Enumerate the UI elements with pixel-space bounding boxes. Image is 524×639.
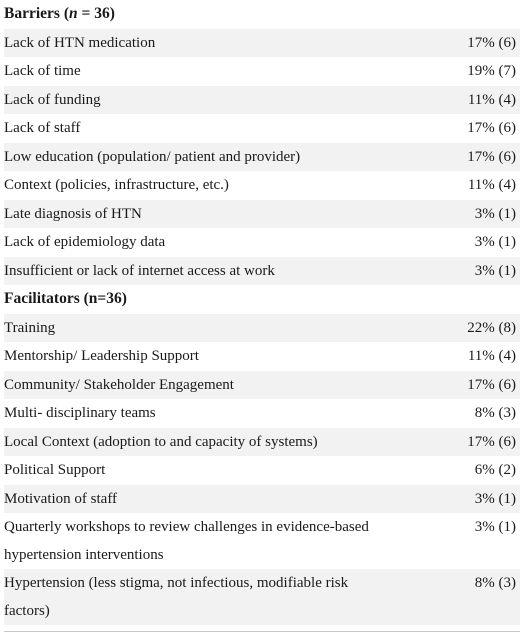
row-value: 17% (6) [467,376,516,393]
row-value: 3% (1) [474,205,516,222]
table-row [4,342,520,371]
table-bottom-rule [4,631,520,632]
table-row [4,456,520,485]
row-value: 3% (1) [474,234,516,250]
row-value: 17% (6) [467,433,516,450]
row-value: 17% (6) [467,148,516,165]
table-row [4,428,520,457]
row-value: 3% (1) [474,490,516,507]
row-label: Lack of time [4,63,81,79]
row-label: Context (policies, infrastructure, etc.) [4,177,229,193]
row-label: Local Context (adoption to and capacity of systems) [4,433,318,450]
row-value: 8% (3) [474,575,516,591]
table-row [4,143,520,172]
table-row [4,569,520,625]
table-row [4,228,520,257]
table-row [4,257,520,286]
row-label: Multi- disciplinary teams [4,405,156,421]
row-label: Motivation of staff [4,490,118,507]
row-value: 17% (6) [467,34,516,51]
row-label: Mentorship/ Leadership Support [4,348,199,364]
barriers-heading-prefix: Barriers ( [4,5,69,22]
row-value: 3% (1) [474,519,516,535]
row-value: 6% (2) [474,462,516,478]
row-label: Political Support [4,462,106,478]
row-label: Low education (population/ patient and provider) [4,148,301,165]
table-row [4,200,520,229]
row-value: 11% (4) [467,177,516,193]
barriers-heading-n: n [68,5,78,22]
row-value: 22% (8) [467,319,516,336]
row-value: 11% (4) [467,348,516,364]
table-row [4,29,520,58]
row-value: 19% (7) [467,63,516,79]
row-label: Lack of HTN medication [4,34,156,51]
row-value: 11% (4) [467,91,516,108]
row-label: Lack of funding [4,91,101,108]
table-row [4,399,520,428]
row-label: Insufficient or lack of internet access at work [4,262,275,279]
facilitators-heading: Facilitators (n=36) [4,285,520,314]
table-row [4,513,520,569]
row-label: Lack of staff [4,120,81,136]
row-value: 17% (6) [467,120,516,136]
row-label: Quarterly workshops to review challenges in evidence-based hypertension interventions [4,519,369,563]
barriers-heading-suffix: = 36) [77,5,115,22]
row-label: Lack of epidemiology data [4,234,166,250]
row-label: Late diagnosis of HTN [4,205,142,222]
table-row [4,171,520,200]
table-row [4,114,520,143]
table-row [4,485,520,514]
table-row [4,371,520,400]
table-row [4,57,520,86]
row-label: Training [4,319,56,336]
table-row [4,86,520,115]
row-label: Community/ Stakeholder Engagement [4,376,234,393]
row-value: 8% (3) [474,405,516,421]
row-label: Hypertension (less stigma, not infectious, modifiable risk factors) [4,575,349,619]
barriers-heading [4,0,520,29]
table-row [4,314,520,343]
row-value: 3% (1) [474,262,516,279]
